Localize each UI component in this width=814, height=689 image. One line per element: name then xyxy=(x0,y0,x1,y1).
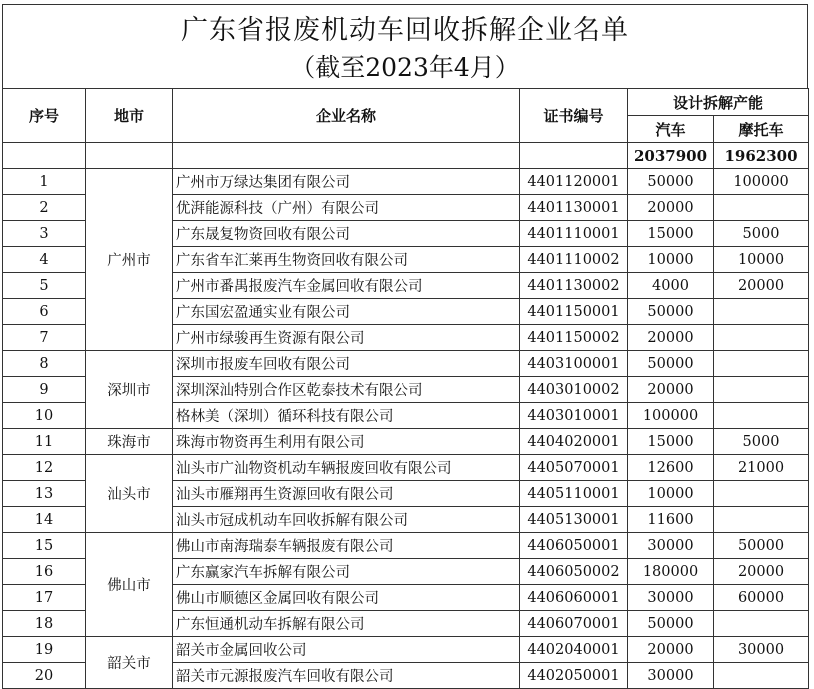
header-car: 汽车 xyxy=(628,116,714,143)
row-cert: 4401130002 xyxy=(520,273,628,299)
city-cell: 珠海市 xyxy=(86,429,173,455)
row-moto-capacity xyxy=(714,325,809,351)
row-moto-capacity: 20000 xyxy=(714,559,809,585)
row-car-capacity: 50000 xyxy=(628,299,714,325)
row-car-capacity: 11600 xyxy=(628,507,714,533)
city-cell: 佛山市 xyxy=(86,533,173,637)
row-company: 佛山市南海瑞泰车辆报废有限公司 xyxy=(173,533,520,559)
row-company: 深圳深汕特别合作区乾泰技术有限公司 xyxy=(173,377,520,403)
row-cert: 4402040001 xyxy=(520,637,628,663)
row-car-capacity: 180000 xyxy=(628,559,714,585)
row-company: 广州市番禺报废汽车金属回收有限公司 xyxy=(173,273,520,299)
city-cell: 广州市 xyxy=(86,169,173,351)
row-seq: 13 xyxy=(3,481,86,507)
row-moto-capacity xyxy=(714,351,809,377)
row-moto-capacity xyxy=(714,403,809,429)
header-city: 地市 xyxy=(86,89,173,143)
row-moto-capacity: 100000 xyxy=(714,169,809,195)
row-cert: 4402050001 xyxy=(520,663,628,689)
total-moto: 1962300 xyxy=(714,143,809,169)
row-company: 汕头市冠成机动车回收拆解有限公司 xyxy=(173,507,520,533)
row-seq: 16 xyxy=(3,559,86,585)
row-car-capacity: 30000 xyxy=(628,585,714,611)
table-row xyxy=(3,169,809,195)
row-company: 格林美（深圳）循环科技有限公司 xyxy=(173,403,520,429)
row-seq: 10 xyxy=(3,403,86,429)
table-row xyxy=(3,455,809,481)
row-company: 广东晟复物资回收有限公司 xyxy=(173,221,520,247)
table-row xyxy=(3,429,809,455)
row-moto-capacity xyxy=(714,481,809,507)
city-cell: 深圳市 xyxy=(86,351,173,429)
row-seq: 19 xyxy=(3,637,86,663)
row-company: 深圳市报废车回收有限公司 xyxy=(173,351,520,377)
row-seq: 4 xyxy=(3,247,86,273)
row-seq: 2 xyxy=(3,195,86,221)
city-cell: 韶关市 xyxy=(86,637,173,689)
row-company: 汕头市雁翔再生资源回收有限公司 xyxy=(173,481,520,507)
row-moto-capacity: 30000 xyxy=(714,637,809,663)
row-seq: 17 xyxy=(3,585,86,611)
row-cert: 4403010001 xyxy=(520,403,628,429)
row-moto-capacity xyxy=(714,663,809,689)
row-company: 汕头市广汕物资机动车辆报废回收有限公司 xyxy=(173,455,520,481)
row-cert: 4403100001 xyxy=(520,351,628,377)
header-moto: 摩托车 xyxy=(714,116,809,143)
row-seq: 6 xyxy=(3,299,86,325)
row-car-capacity: 15000 xyxy=(628,429,714,455)
header-seq: 序号 xyxy=(3,89,86,143)
row-company: 珠海市物资再生利用有限公司 xyxy=(173,429,520,455)
row-car-capacity: 10000 xyxy=(628,481,714,507)
row-car-capacity: 10000 xyxy=(628,247,714,273)
row-car-capacity: 50000 xyxy=(628,611,714,637)
row-company: 广东恒通机动车拆解有限公司 xyxy=(173,611,520,637)
row-car-capacity: 20000 xyxy=(628,325,714,351)
row-car-capacity: 30000 xyxy=(628,663,714,689)
row-cert: 4401130001 xyxy=(520,195,628,221)
row-moto-capacity: 50000 xyxy=(714,533,809,559)
row-moto-capacity xyxy=(714,195,809,221)
row-cert: 4401110002 xyxy=(520,247,628,273)
city-cell: 汕头市 xyxy=(86,455,173,533)
title-block xyxy=(2,4,808,88)
row-cert: 4406050002 xyxy=(520,559,628,585)
row-car-capacity: 20000 xyxy=(628,195,714,221)
enterprise-table xyxy=(2,88,809,689)
row-company: 广州市万绿达集团有限公司 xyxy=(173,169,520,195)
row-seq: 15 xyxy=(3,533,86,559)
row-seq: 3 xyxy=(3,221,86,247)
row-cert: 4404020001 xyxy=(520,429,628,455)
row-moto-capacity: 5000 xyxy=(714,429,809,455)
row-seq: 12 xyxy=(3,455,86,481)
totals-blank-cert xyxy=(520,143,628,169)
row-moto-capacity: 10000 xyxy=(714,247,809,273)
header-capacity: 设计拆解产能 xyxy=(628,89,809,116)
row-car-capacity: 50000 xyxy=(628,351,714,377)
totals-blank-seq xyxy=(3,143,86,169)
row-cert: 4406070001 xyxy=(520,611,628,637)
row-seq: 20 xyxy=(3,663,86,689)
totals-blank-city xyxy=(86,143,173,169)
row-moto-capacity: 21000 xyxy=(714,455,809,481)
row-moto-capacity: 60000 xyxy=(714,585,809,611)
total-car: 2037900 xyxy=(628,143,714,169)
header-company: 企业名称 xyxy=(173,89,520,143)
row-cert: 4405130001 xyxy=(520,507,628,533)
row-car-capacity: 12600 xyxy=(628,455,714,481)
totals-blank-company xyxy=(173,143,520,169)
row-seq: 1 xyxy=(3,169,86,195)
row-cert: 4406060001 xyxy=(520,585,628,611)
row-moto-capacity xyxy=(714,299,809,325)
table-body xyxy=(3,169,809,689)
row-company: 广州市绿骏再生资源有限公司 xyxy=(173,325,520,351)
row-cert: 4401120001 xyxy=(520,169,628,195)
row-moto-capacity xyxy=(714,507,809,533)
table-row xyxy=(3,351,809,377)
table-row xyxy=(3,533,809,559)
row-car-capacity: 30000 xyxy=(628,533,714,559)
row-company: 佛山市顺德区金属回收有限公司 xyxy=(173,585,520,611)
row-company: 广东国宏盈通实业有限公司 xyxy=(173,299,520,325)
row-seq: 11 xyxy=(3,429,86,455)
row-car-capacity: 50000 xyxy=(628,169,714,195)
row-moto-capacity: 20000 xyxy=(714,273,809,299)
row-seq: 14 xyxy=(3,507,86,533)
row-seq: 18 xyxy=(3,611,86,637)
row-moto-capacity xyxy=(714,611,809,637)
row-company: 广东赢家汽车拆解有限公司 xyxy=(173,559,520,585)
row-company: 韶关市元源报废汽车回收有限公司 xyxy=(173,663,520,689)
row-cert: 4401110001 xyxy=(520,221,628,247)
row-car-capacity: 4000 xyxy=(628,273,714,299)
row-cert: 4401150001 xyxy=(520,299,628,325)
table-row xyxy=(3,637,809,663)
row-seq: 5 xyxy=(3,273,86,299)
row-car-capacity: 15000 xyxy=(628,221,714,247)
row-seq: 9 xyxy=(3,377,86,403)
row-car-capacity: 100000 xyxy=(628,403,714,429)
document-subtitle: （截至2023年4月） xyxy=(290,53,520,82)
document-title: 广东省报废机动车回收拆解企业名单 xyxy=(181,15,629,46)
row-moto-capacity: 5000 xyxy=(714,221,809,247)
row-cert: 4406050001 xyxy=(520,533,628,559)
row-seq: 8 xyxy=(3,351,86,377)
row-cert: 4401150002 xyxy=(520,325,628,351)
row-car-capacity: 20000 xyxy=(628,377,714,403)
row-seq: 7 xyxy=(3,325,86,351)
row-company: 广东省车汇莱再生物资回收有限公司 xyxy=(173,247,520,273)
row-company: 优湃能源科技（广州）有限公司 xyxy=(173,195,520,221)
row-cert: 4405070001 xyxy=(520,455,628,481)
row-car-capacity: 20000 xyxy=(628,637,714,663)
row-cert: 4405110001 xyxy=(520,481,628,507)
row-cert: 4403010002 xyxy=(520,377,628,403)
row-company: 韶关市金属回收公司 xyxy=(173,637,520,663)
row-moto-capacity xyxy=(714,377,809,403)
header-cert: 证书编号 xyxy=(520,89,628,143)
